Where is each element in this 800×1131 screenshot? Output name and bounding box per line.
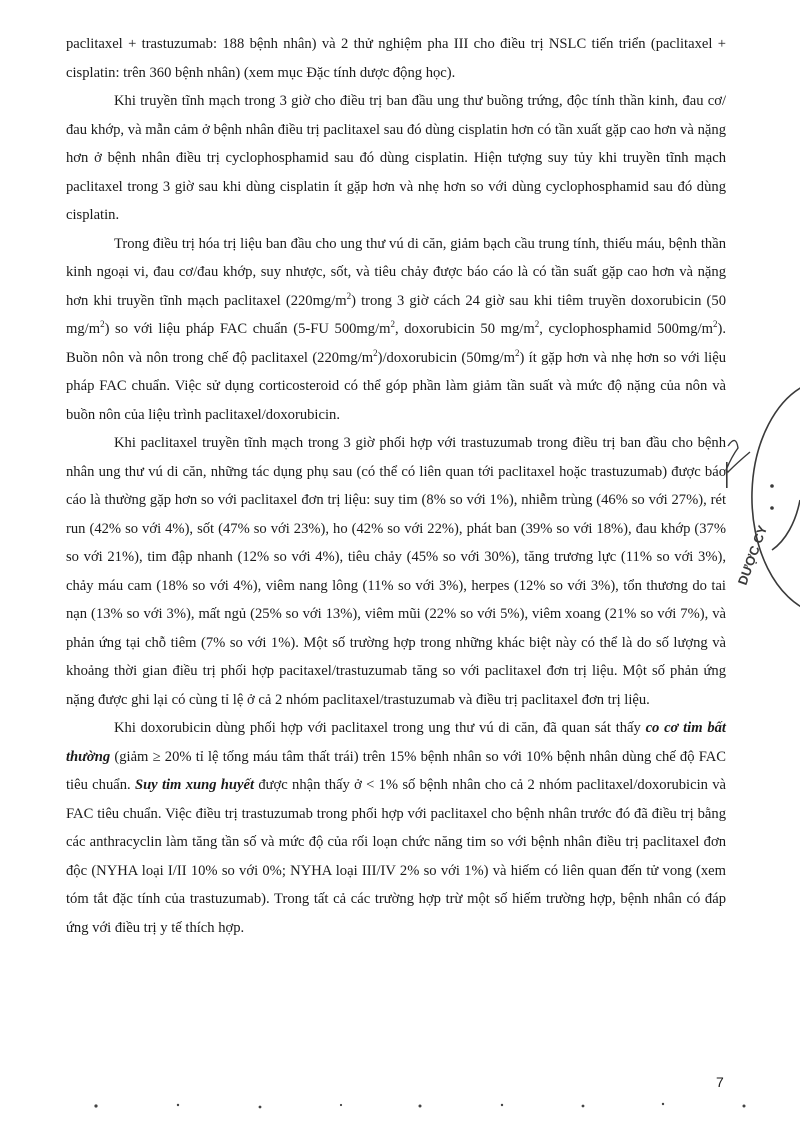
text-run: ). Buồn nôn và nôn trong chế độ paclitaxel (220mg/m	[66, 321, 726, 366]
superscript: 2	[346, 290, 352, 301]
text-run: Trong điều trị hóa trị liệu ban đầu cho ung thư vú di căn, giảm bạch cầu trung tính, thiếu máu, bệnh thần kinh ngoại vi, đau cơ/đau khớp, suy nhược, sốt, và tiêu chảy được báo cáo là có tần suất gặp cao hơn và nặng hơn khi truyền tĩnh mạch paclitaxel (220mg/m	[66, 235, 726, 309]
superscript: 2	[534, 319, 540, 330]
text-run: (giảm ≥ 20% tỉ lệ tống máu tâm thất trái) trên 15% bệnh nhân so với 10% bệnh nhân dùng chế độ FAC tiêu chuẩn.	[66, 748, 726, 793]
superscript: 2	[712, 319, 718, 330]
stamp-text: DƯỢC CY	[734, 523, 771, 588]
text-run: ) trong 3 giờ cách 24 giờ sau khi tiêm truyền doxorubicin (50 mg/m	[66, 292, 726, 337]
scan-specks	[0, 1100, 800, 1131]
text-run: , cyclophosphamid 500mg/m	[539, 321, 713, 337]
paragraph-1	[66, 30, 726, 87]
text-run: Khi paclitaxel truyền tĩnh mạch trong 3 giờ phối hợp với trastuzumab trong điều trị ban đầu cho bệnh nhân ung thư vú di căn, những tác dụng phụ sau (có thể có liên quan tới paclitaxel hoặc trastuzumab) được báo cáo là thường gặp hơn so với paclitaxel đơn trị liệu: suy tim (8% so với 1%), nhiễm trùng (46% so với 27%), rét run (42% so với 4%), sốt (47% so với 23%), ho (42% so với 22%), phát ban (39% so với 18%), đau khớp (37% so với 21%), tim đập nhanh (12% so với 4%), tiêu chảy (45% so với 30%), tăng trương lực (11% so với 3%), chảy máu cam (18% so với 4%), viêm nang lông (11% so với 3%), herpes (12% so với 3%), tổn thương do tai nạn (13% so với 3%), mất ngủ (25% so với 13%), viêm mũi (22% so với 5%), viêm xoang (21% so với 7%), và phản ứng tại chỗ tiêm (7% so với 1%). Một số trường hợp trong những khác biệt này có thể là do số lượng và khoảng thời gian điều trị phối hợp pacitaxel/trastuzumab tăng so với paclitaxel đơn trị liệu. Một số phản ứng nặng được ghi lại có cùng tỉ lệ ở cả 2 nhóm paclitaxel/trastuzumab và điều trị paclitaxel đơn trị liệu.	[66, 435, 726, 708]
paragraph-2	[66, 87, 726, 230]
paragraph-5	[66, 714, 726, 942]
superscript: 2	[390, 319, 395, 330]
text-run: ) ít gặp hơn và nhẹ hơn so với liệu pháp FAC chuẩn. Việc sử dụng corticosteroid có thể góp phần làm giảm tần suất và mức độ nặng của nôn và buồn nôn của liệu trình paclitaxel/doxorubicin.	[66, 349, 726, 423]
text-run: Khi truyền tĩnh mạch trong 3 giờ cho điều trị ban đầu ung thư buồng trứng, độc tính thần kinh, đau cơ/đau khớp, và mẫn cảm ở bệnh nhân điều trị paclitaxel sau đó dùng cisplatin hơn có tần xuất gặp cao hơn và nặng hơn ở bệnh nhân điều trị cyclophosphamid sau đó dùng cisplatin. Hiện tượng suy tủy khi truyền tĩnh mạch paclitaxel trong 3 giờ sau khi dùng cisplatin ít gặp hơn và nhẹ hơn so với dùng cyclophosphamid sau đó dùng cisplatin.	[66, 93, 726, 223]
text-run: , doxorubicin 50 mg/m	[394, 321, 535, 337]
paragraph-3	[66, 230, 726, 430]
text-run: được nhận thấy ở < 1% số bệnh nhân cho cả 2 nhóm paclitaxel/doxorubicin và FAC tiêu chuẩn. Việc điều trị trastuzumab trong phối hợp với paclitaxel cho bệnh nhân trước đó đã điều trị bằng các anthracyclin làm tăng tần số và mức độ của rối loạn chức năng tim so với bệnh nhân điều trị paclitaxel đơn độc (NYHA loại I/II 10% so với 0%; NYHA loại III/IV 2% so với 1%) và hiếm có liên quan đến tử vong (xem tóm tắt đặc tính của trastuzumab). Trong tất cả các trường hợp trừ một số hiếm trường hợp, bệnh nhân có đáp ứng với điều trị y tế thích hợp.	[66, 777, 726, 936]
text-run: paclitaxel + trastuzumab: 188 bệnh nhân) và 2 thử nghiệm pha III cho điều trị NSLC tiến triển (paclitaxel + cisplatin: trên 360 bệnh nhân) (xem mục Đặc tính dược động học).	[66, 36, 726, 81]
text-run: ) so với liệu pháp FAC chuẩn (5-FU 500mg/m	[104, 321, 391, 337]
superscript: 2	[514, 347, 520, 358]
superscript: 2	[373, 347, 378, 358]
text-run: Khi doxorubicin dùng phối hợp với paclitaxel trong ung thư vú di căn, đã quan sát thấy	[114, 720, 646, 736]
paragraph-4	[66, 429, 726, 714]
document-body	[66, 30, 726, 942]
text-run: )/doxorubicin (50mg/m	[377, 349, 515, 366]
superscript: 2	[100, 319, 105, 330]
page-number: 7	[716, 1074, 724, 1090]
emphasis-term: co cơ tim bất thường	[66, 720, 726, 765]
emphasis-term: Suy tim xung huyết	[134, 777, 255, 793]
